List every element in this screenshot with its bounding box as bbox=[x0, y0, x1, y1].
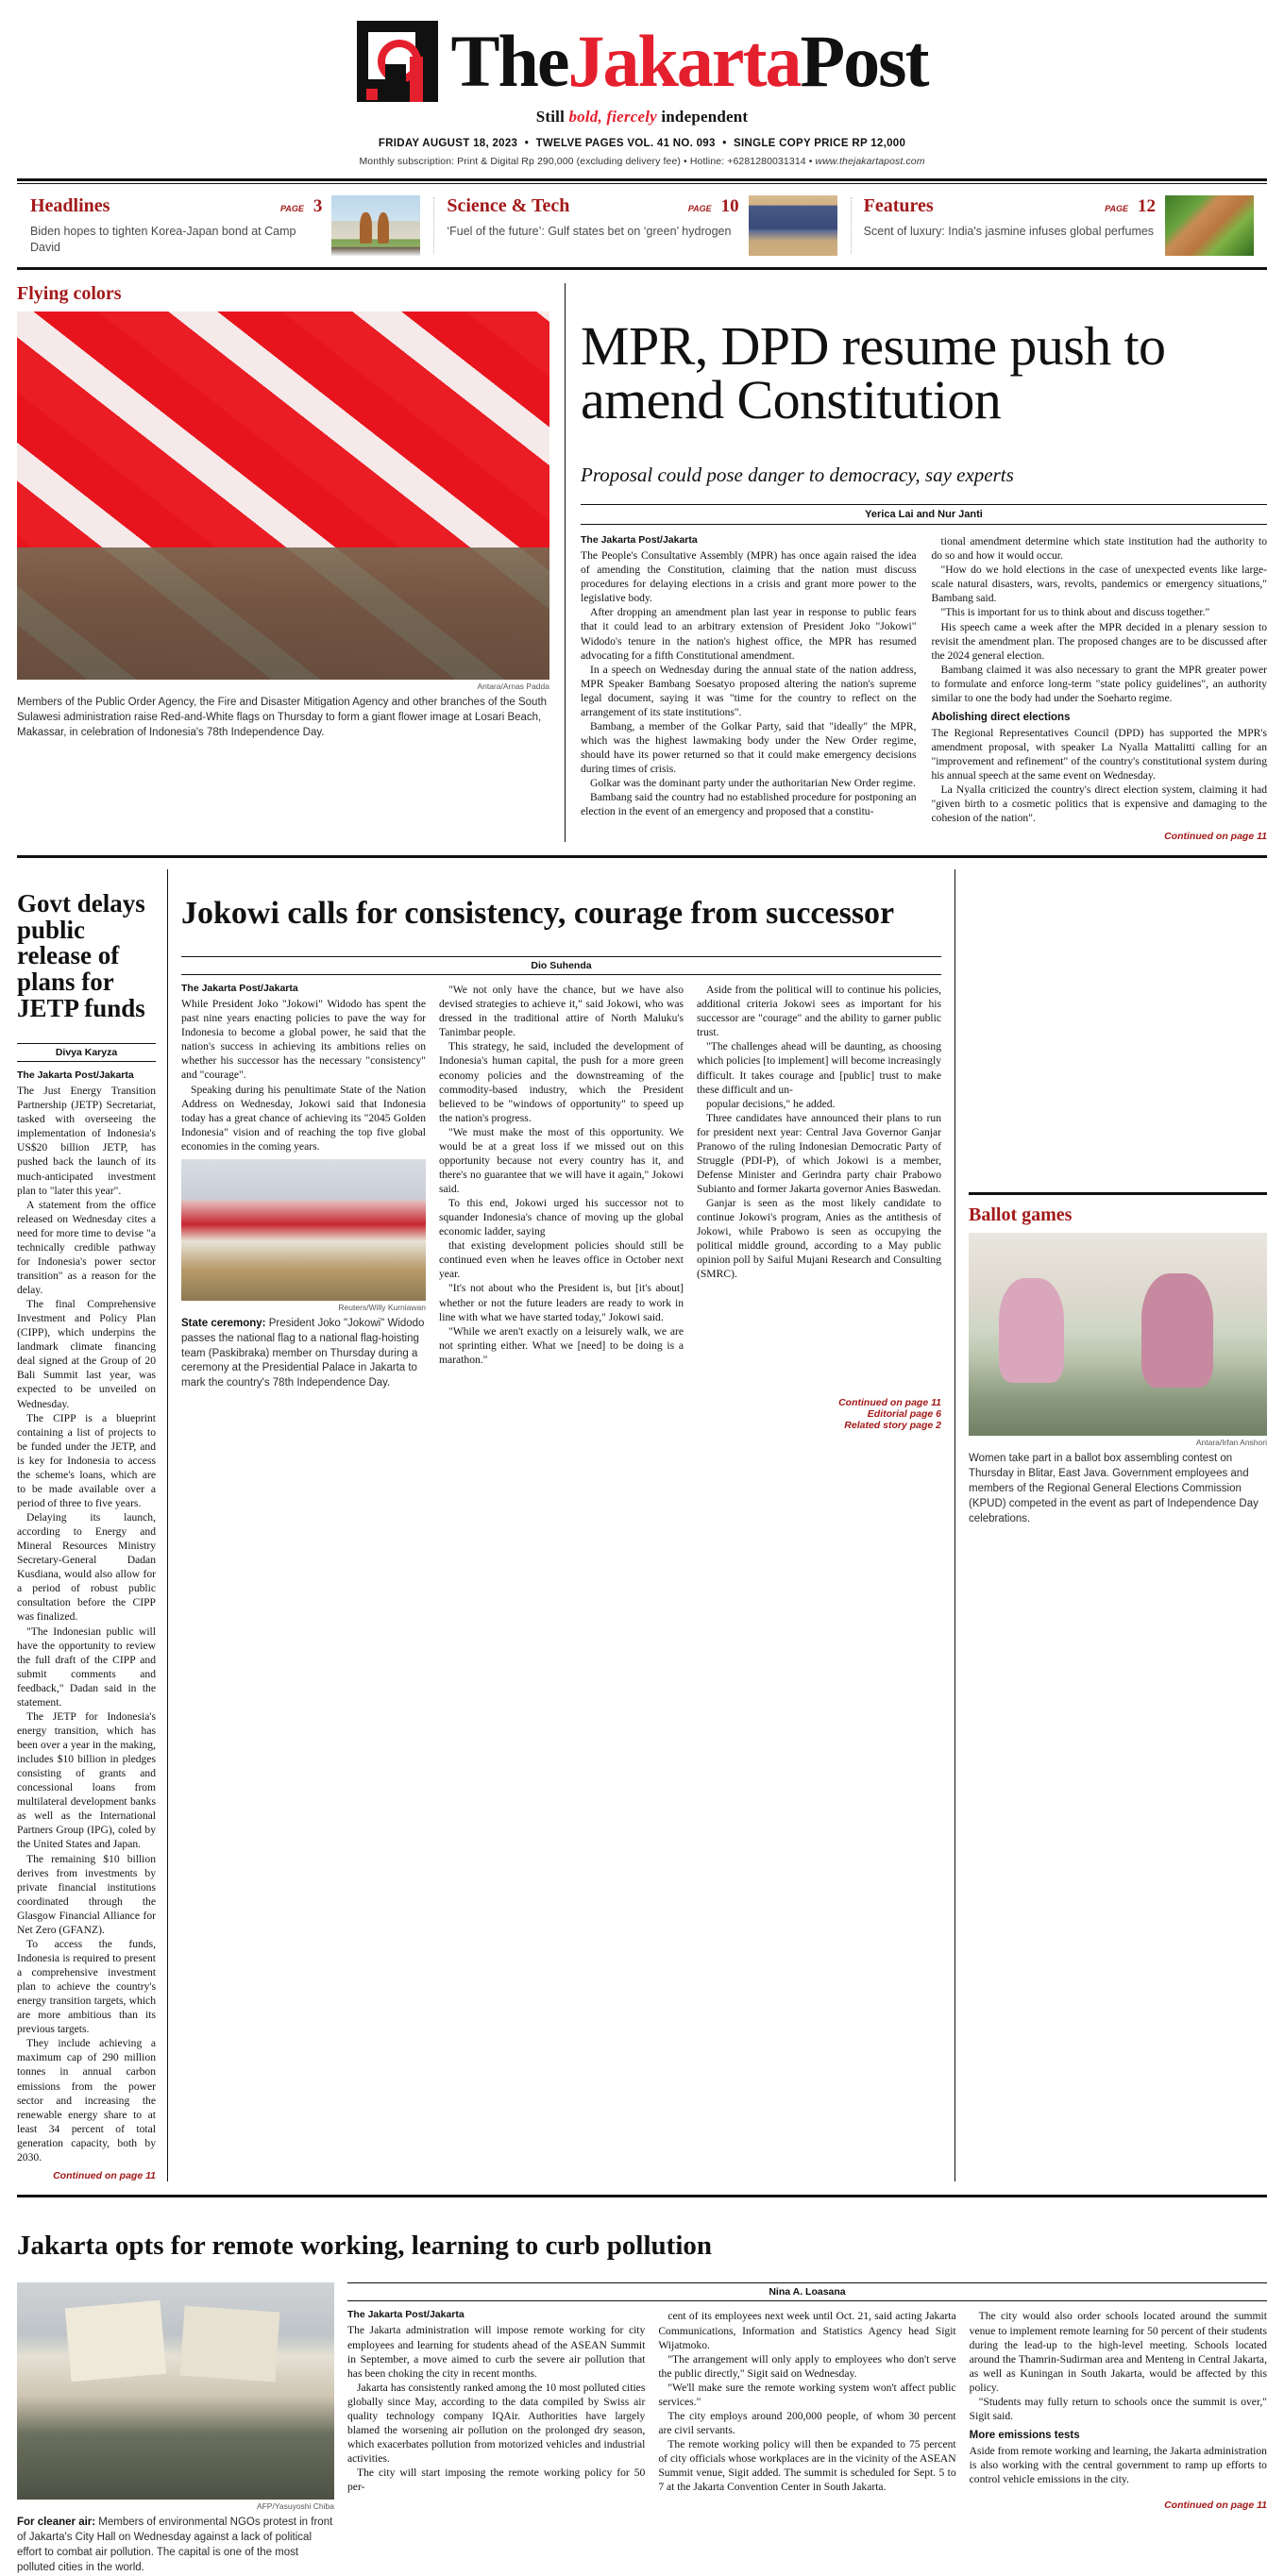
jokowi-photo-block bbox=[181, 1159, 426, 1391]
jetp-story bbox=[17, 869, 168, 2181]
pollution-paragraph: The remote working policy will then be expanded to 75 percent of city officials whose workplaces are in the vicinity of the ASEAN Summit venue, Sigit added. The summit is scheduled for Sept. 5 to 7 at the Jakarta Convention Center in South Jakarta. bbox=[658, 2438, 956, 2494]
pollution-text-col bbox=[347, 2282, 1267, 2575]
dateline-separator-2: • bbox=[722, 138, 727, 149]
teaser-page-number: 10 bbox=[720, 196, 739, 216]
wordmark-post: Post bbox=[800, 20, 928, 103]
jump-label: Continued on bbox=[53, 2169, 117, 2181]
pollution-protest-photo bbox=[17, 2282, 334, 2500]
lead-paragraph: "How do we hold elections in the case of unexpected events like large-scale natural disasters, wars, revolts, pandemics or emergency situations," Bambang said. bbox=[931, 564, 1267, 605]
related-label: Related story bbox=[844, 1420, 907, 1432]
ballot-section bbox=[969, 1192, 1267, 1526]
teaser-head bbox=[864, 195, 1156, 217]
masthead bbox=[17, 0, 1267, 167]
teaser-summary: Biden hopes to tighten Korea-Japan bond at Camp David bbox=[30, 225, 296, 254]
ballot-games-block bbox=[955, 869, 1267, 2181]
teaser-science-tech[interactable] bbox=[433, 195, 850, 256]
lead-subhead: Abolishing direct elections bbox=[931, 711, 1071, 723]
jump-label: Continued on bbox=[838, 1397, 903, 1409]
teaser-title: Features bbox=[863, 195, 934, 216]
jokowi-paragraph: Ganjar is seen as the most likely candidate to continue Jokowi's program, Anies as the antithesis of Jokowi, while Prabowo is seen as occupying the political middle ground, according to a May public opinion poll by Saiful Mujani Research and Consulting (SMRC). bbox=[697, 1197, 941, 1281]
lead-area bbox=[17, 270, 1267, 842]
jokowi-paragraph: "We not only have the chance, but we have also devised strategies to achieve it," said Jokowi, who was dressed in the traditional attire of North Maluku's Tanimbar people. bbox=[439, 984, 684, 1039]
lead-paragraph: tional amendment determine which state institution had the authority to do so and how it would occur. bbox=[931, 535, 1267, 563]
jokowi-paragraph: "The challenges ahead will be daunting, as choosing which policies [to implement] will become increasingly difficult. It takes courage and [public] trust to make these difficult and un- bbox=[697, 1040, 941, 1096]
teaser-head bbox=[447, 195, 738, 217]
subline-separator-1: • bbox=[684, 156, 687, 167]
jump-page: page 11 bbox=[904, 1397, 941, 1409]
caption-lead-in: For cleaner air: bbox=[17, 2517, 96, 2529]
lead-paragraph: The Regional Representatives Council (DPD) has supported the MPR's amendment proposal, with speaker La Nyalla Mattalitti calling for an "improvement and refinement" of the country's constitutional system during his annual speech at the same event on Wednesday. bbox=[931, 726, 1267, 783]
website-link[interactable]: www.thejakartapost.com bbox=[815, 156, 925, 167]
pollution-columns bbox=[347, 2309, 1267, 2494]
teaser-title: Science & Tech bbox=[447, 195, 570, 216]
teaser-summary: ‘Fuel of the future’: Gulf states bet on ‘green’ hydrogen bbox=[447, 225, 732, 238]
jump-page: page 11 bbox=[1230, 2500, 1267, 2512]
teaser-text-block bbox=[447, 195, 738, 240]
pollution-jump-line[interactable] bbox=[347, 2500, 1267, 2511]
jokowi-paragraph: Aside from the political will to continue his policies, additional criteria Jokowi sees as important for his successor are "courage" and the ability to garner public trust. bbox=[697, 984, 941, 1039]
jakarta-post-logo-icon bbox=[357, 21, 438, 102]
caption-body: President Joko "Jokowi" Widodo passes the national flag to a national flag-hoisting team (Paskibraka) member on Thursday during a ceremony at the Presidential Palace in Jakarta to mark the country's 78th Independence Day. bbox=[181, 1317, 425, 1389]
lead-byline-wrap bbox=[581, 504, 1267, 525]
second-band bbox=[17, 855, 1267, 2181]
jokowi-paragraph: Three candidates have announced their plans to run for president next year: Central Java Governor Ganjar Pranowo of the ruling Indonesian Democratic Party of Struggle (PDI-P), of which Jokowi is a member, Defense Minister and Gerindra party chair Prabowo Subianto and former Jakarta governor Anies Baswedan. bbox=[697, 1111, 941, 1195]
editorial-label: Editorial bbox=[867, 1408, 907, 1421]
subscription-text: Monthly subscription: Print & Digital Rp 290,000 (excluding delivery fee) bbox=[359, 156, 681, 167]
teaser-page-word: PAGE bbox=[279, 204, 304, 213]
lead-story bbox=[565, 283, 1267, 842]
dateline-date: FRIDAY AUGUST 18, 2023 bbox=[378, 138, 518, 149]
jokowi-related-pointer[interactable] bbox=[181, 1420, 941, 1431]
pollution-headline: Jakarta opts for remote working, learning to curb pollution bbox=[17, 2230, 713, 2261]
tagline-part-red: bold, fiercely bbox=[568, 108, 657, 126]
jokowi-source-line: The Jakarta Post/Jakarta bbox=[181, 983, 298, 995]
lead-paragraph: In a speech on Wednesday during the annual state of the nation address, MPR Speaker Bambang Soesatyo proposed altering the nation's supreme legal document, saying it was "time for the country to reflect on the arrangement of its state institutions". bbox=[581, 663, 917, 718]
lead-deck: Proposal could pose danger to democracy, say experts bbox=[581, 463, 1014, 487]
jump-page: page 11 bbox=[1230, 831, 1267, 843]
tagline-part-1: Still bbox=[535, 108, 569, 126]
jokowi-paragraph: While President Joko "Jokowi" Widodo has spent the past nine years enacting policies to pave the way for Indonesia to become a global power, he said that the nation's success in achieving its ambitions relies on whether his successor has the necessary "consistency" and "courage". bbox=[181, 998, 426, 1082]
caption-lead-in: State ceremony: bbox=[181, 1317, 266, 1329]
ballot-photo-credit: Antara/Irfan Anshori bbox=[1195, 1438, 1267, 1448]
ballot-spacer bbox=[969, 869, 1267, 1181]
teaser-features[interactable] bbox=[851, 195, 1267, 256]
teaser-title: Headlines bbox=[30, 195, 110, 216]
lead-paragraph: Golkar was the dominant party under the authoritarian New Order regime. bbox=[590, 777, 916, 790]
tagline-part-2: independent bbox=[656, 108, 749, 126]
subline-separator-2: • bbox=[808, 156, 813, 167]
pollution-paragraph: "Students may fully return to schools once the summit is over," Sigit said. bbox=[969, 2395, 1267, 2422]
lead-photo-credit: Antara/Arnas Padda bbox=[477, 682, 549, 691]
teaser-page-word: PAGE bbox=[1105, 204, 1128, 213]
pollution-source-line: The Jakarta Post/Jakarta bbox=[347, 2309, 465, 2321]
ballot-photo-caption: Women take part in a ballot box assembling contest on Thursday in Blitar, East Java. Government employees and members of the Regional General Elections Commission (KPUD) competed in the event as part of Independence Day celebrations. bbox=[969, 1453, 1259, 1524]
jokowi-story bbox=[168, 869, 955, 2181]
jetp-paragraph: The JETP for Indonesia's energy transition, which has been over a year in the making, includes $10 billion in pledges consisting of grants and concessional loans from multilateral development banks as well as the International Partners Group (IPG), coled by the United States and Japan. bbox=[17, 1709, 156, 1851]
jetp-paragraph: Delaying its launch, according to Energy and Mineral Resources Ministry Secretary-General Dadan Kusdiana, would also allow for a period of robust public consultation before the CIPP was finalized. bbox=[17, 1511, 156, 1624]
lead-photo-giant-flag bbox=[17, 311, 549, 680]
masthead-tagline bbox=[17, 108, 1267, 126]
lead-source-line: The Jakarta Post/Jakarta bbox=[581, 534, 698, 547]
lead-photo-kicker: Flying colors bbox=[17, 283, 122, 304]
jokowi-headline: Jokowi calls for consistency, courage from successor bbox=[181, 895, 895, 931]
wordmark-the: The bbox=[450, 20, 568, 103]
ballot-photo bbox=[969, 1233, 1267, 1436]
teaser-page-number: 3 bbox=[313, 196, 323, 216]
pollution-paragraph: The city employs around 200,000 people, of whom 30 percent are civil servants. bbox=[658, 2409, 956, 2436]
jokowi-editorial-pointer[interactable] bbox=[181, 1408, 941, 1420]
masthead-subscription-line bbox=[17, 156, 1267, 167]
pollution-photo-caption bbox=[17, 2511, 334, 2575]
jokowi-byline: Dio Suhenda bbox=[181, 957, 941, 975]
teaser-headlines[interactable] bbox=[17, 195, 433, 256]
teaser-text-block bbox=[864, 195, 1156, 240]
ballot-kicker: Ballot games bbox=[969, 1204, 1073, 1226]
jokowi-photo-caption bbox=[181, 1312, 426, 1391]
teaser-strip bbox=[17, 184, 1267, 265]
pollution-paragraph: "The arrangement will only apply to employees who don't serve the public directly," Sigit said on Wednesday. bbox=[658, 2352, 956, 2380]
teaser-page-word: PAGE bbox=[687, 204, 712, 213]
lead-paragraph: After dropping an amendment plan last year in response to public fears that it could lead to an arbitrary extension of President Joko "Jokowi" Widodo's tenure in the nation's highest office, the MPR has resumed advocating for a fifth Constitutional amendment. bbox=[581, 606, 917, 662]
pollution-subhead: More emissions tests bbox=[969, 2429, 1080, 2441]
jump-page: page 11 bbox=[119, 2169, 156, 2181]
pollution-byline: Nina A. Loasana bbox=[347, 2283, 1267, 2301]
jetp-paragraph: The final Comprehensive Investment and Policy Plan (CIPP), which underpins the landmark climate financing deal signed at the Group of 20 Bali Summit last year, was expected to be unveiled on Wednesday. bbox=[17, 1298, 156, 1410]
jokowi-body-columns bbox=[181, 983, 941, 1391]
lead-jump-line[interactable] bbox=[581, 831, 1267, 842]
editorial-page: page 6 bbox=[909, 1408, 941, 1421]
jokowi-jump-line[interactable] bbox=[181, 1397, 941, 1408]
jetp-jump-line[interactable] bbox=[17, 2170, 156, 2181]
pollution-paragraph: Aside from remote working and learning, the Jakarta administration is also working with the central government to ramp up efforts to control vehicle emissions in the city. bbox=[969, 2444, 1267, 2486]
pollution-story bbox=[17, 2195, 1267, 2576]
masthead-dateline bbox=[17, 138, 1267, 149]
masthead-rule-thick bbox=[17, 178, 1267, 181]
jetp-paragraph: They include achieving a maximum cap of 290 million tonnes in annual carbon emissions from the power sector and increasing the renewable energy share to at least 34 percent of total generation capacity, both by 2030. bbox=[17, 2037, 156, 2164]
masthead-logo-row bbox=[17, 21, 1267, 102]
lead-paragraph: Bambang, a member of the Golkar Party, said that "ideally" the MPR, which was the highest lawmaking body under the New Order regime, should have its power returned so that it could make emergency decisions during times of crisis. bbox=[581, 719, 917, 776]
jokowi-paragraph: "While we aren't exactly on a leisurely walk, we are not sprinting either. What we [need] to be doing is a marathon." bbox=[439, 1324, 684, 1366]
jetp-headline: Govt delays public release of plans for JETP funds bbox=[17, 888, 145, 1022]
lead-headline: MPR, DPD resume push to amend Constitution bbox=[581, 314, 1166, 430]
caption-body: Members of environmental NGOs protest in front of Jakarta's City Hall on Wednesday against a lack of political effort to combat air pollution. The capital is one of the most polluted cities in the world. bbox=[17, 2517, 333, 2574]
jetp-paragraph: To access the funds, Indonesia is required to present a comprehensive investment plan to achieve the country's energy transition targets, which are more ambitious than its previous targets. bbox=[17, 1937, 156, 2036]
lead-photo-caption: Members of the Public Order Agency, the Fire and Disaster Mitigation Agency and other branches of the South Sulawesi administration raise Red-and-White flags on Thursday to form a giant flower image at Losari Beach, Makassar, in celebration of Indonesia's 78th Independence Day. bbox=[17, 697, 548, 738]
lead-body-columns bbox=[581, 534, 1267, 825]
jetp-body bbox=[17, 1069, 156, 2164]
jokowi-paragraph: Speaking during his penultimate State of the Nation Address on Wednesday, Jokowi said that Indonesia today has a great chance of achieving its "2045 Golden Indonesia" vision and of reaching the top five global economies in the coming years. bbox=[181, 1083, 426, 1153]
pollution-paragraph: "We'll make sure the remote working system won't affect public services." bbox=[658, 2381, 956, 2408]
pollution-body-wrap bbox=[17, 2282, 1267, 2575]
jetp-paragraph: The Just Energy Transition Partnership (JETP) Secretariat, tasked with overseeing the implementation of Indonesia's US$20 billion JETP, has pushed back the launch of its much-anticipated investment plan to "later this year". bbox=[17, 1085, 156, 1197]
teaser-text-block bbox=[30, 195, 322, 256]
jokowi-photo-credit: Reuters/Willy Kurniawan bbox=[338, 1302, 426, 1312]
pollution-photo-credit: AFP/Yasuyoshi Chiba bbox=[256, 2501, 334, 2512]
teaser-head bbox=[30, 195, 322, 217]
hotline-text: Hotline: +6281280031314 bbox=[689, 156, 806, 167]
jetp-source-line: The Jakarta Post/Jakarta bbox=[17, 1069, 134, 1082]
teaser-page-number: 12 bbox=[1137, 196, 1156, 216]
lead-paragraph: His speech came a week after the MPR decided in a plenary session to revisit the amendment plan. The proposed changes are to be discussed after the 2024 general election. bbox=[931, 620, 1267, 662]
related-page: page 2 bbox=[909, 1420, 941, 1432]
jokowi-paragraph: "It's not about who the President is, but [it's about] whether or not the future leaders are ready to work in line with what we have started today," Jokowi said. bbox=[439, 1282, 684, 1323]
pollution-photo-col bbox=[17, 2282, 347, 2575]
jokowi-paragraph: This strategy, he said, included the development of Indonesia's human capital, the push for a more green economy policies and the downstreaming of the commodity-based industry, which the President believed to be "windows of opportunity" to speed up the nation's progress. bbox=[439, 1040, 684, 1124]
dateline-price: SINGLE COPY PRICE RP 12,000 bbox=[734, 138, 906, 149]
teaser-summary: Scent of luxury: India's jasmine infuses global perfumes bbox=[863, 225, 1155, 238]
pollution-paragraph: The city will start imposing the remote working policy for 50 per- bbox=[347, 2467, 646, 2494]
lead-paragraph: Bambang said the country had no established procedure for postponing an election in the event of an emergency and proposed that a constitu- bbox=[581, 791, 917, 818]
jokowi-paragraph: To this end, Jokowi urged his successor not to squander Indonesia's chance of moving up the global economic ladder, saying bbox=[439, 1197, 684, 1238]
teaser-thumbnail-jasmine bbox=[1165, 195, 1254, 256]
jump-label: Continued on bbox=[1164, 2500, 1228, 2512]
jetp-paragraph: A statement from the office released on Wednesday cites a need for more time to devise "a technically credible pathway for Indonesia's power sector transition" as a reason for the delay. bbox=[17, 1198, 156, 1296]
pollution-paragraph: cent of its employees next week until Oct. 21, said acting Jakarta Communications, Information and Statistics Agency head Sigit Wijatmoko. bbox=[658, 2310, 956, 2351]
teaser-thumbnail-korea-statues bbox=[331, 195, 420, 256]
pollution-paragraph: Jakarta has consistently ranked among the 10 most polluted cities globally since May, according to the data compiled by Swiss air quality technology company IQAir. Authorities have largely blamed the worsening air pollution on the prolonged dry season, which exacerbates pollution from motorized vehicles and industrial activities. bbox=[347, 2381, 646, 2465]
pollution-paragraph: The city would also order schools located around the summit venue to implement remote learning for 50 percent of their students during the lead-up to the high-level meeting. Schools located around the Thamrin-Sudirman area and Menteng in Central Jakarta, as well as Kuningan in South Jakarta, would be affected by this policy. bbox=[969, 2310, 1267, 2394]
jetp-paragraph: The CIPP is a blueprint containing a list of projects to be funded under the JETP, and is key for Indonesia to access the scheme's loans, which are to be made available over a period of three to five years. bbox=[17, 1411, 156, 1509]
lead-photo-block bbox=[17, 283, 565, 842]
lead-byline: Yerica Lai and Nur Janti bbox=[865, 509, 983, 521]
jetp-byline: Divya Karyza bbox=[17, 1044, 156, 1062]
lead-paragraph: The People's Consultative Assembly (MPR) has once again raised the idea of amending the Constitution, claiming that the nation must discuss procedures for delaying elections in a crisis and grant more power to the legislative body. bbox=[581, 549, 917, 605]
teaser-thumbnail-solar-farm bbox=[749, 195, 837, 256]
lead-paragraph: "This is important for us to think about and discuss together." bbox=[940, 606, 1210, 619]
lead-paragraph: Bambang claimed it was also necessary to grant the MPR greater power to formulate and enforce long-term "state policy guidelines", an authority similar to one the body had under the Soeharto regime. bbox=[931, 663, 1267, 704]
jokowi-paragraph: "We must make the most of this opportunity. We would be at a great loss if we missed out on this opportunity because not every country has it, and there's no guarantee that we will have it again," Jokowi said. bbox=[439, 1125, 684, 1195]
jetp-paragraph: The remaining $10 billion derives from investments by private financial institutions coordinated through the Glasgow Financial Alliance for Net Zero (GFANZ). bbox=[17, 1852, 156, 1936]
jokowi-paragraph: popular decisions," he added. bbox=[706, 1097, 836, 1110]
jokowi-paragraph: that existing development policies should still be continued even when he leaves office in October next year. bbox=[439, 1239, 684, 1281]
wordmark-jakarta: Jakarta bbox=[567, 20, 801, 103]
dateline-pages: TWELVE PAGES VOL. 41 NO. 093 bbox=[535, 138, 716, 149]
pollution-paragraph: The Jakarta administration will impose remote working for city employees and learning for students ahead of the ASEAN Summit in September, a move aimed to curb the severe air pollution that has been choking the city in recent months. bbox=[347, 2324, 646, 2380]
jump-label: Continued on bbox=[1164, 831, 1228, 843]
dateline-separator-1: • bbox=[524, 138, 530, 149]
jokowi-ceremony-photo bbox=[181, 1159, 426, 1301]
masthead-wordmark bbox=[450, 20, 928, 103]
jetp-paragraph: "The Indonesian public will have the opportunity to review the full draft of the CIPP and submit comments and feedback," Dadan said in the statement. bbox=[17, 1625, 156, 1709]
lead-paragraph: La Nyalla criticized the country's direct election system, claiming it had "given birth to a cosmetic politics that is expensive and damaging to the cohesion of the nation". bbox=[931, 783, 1267, 825]
